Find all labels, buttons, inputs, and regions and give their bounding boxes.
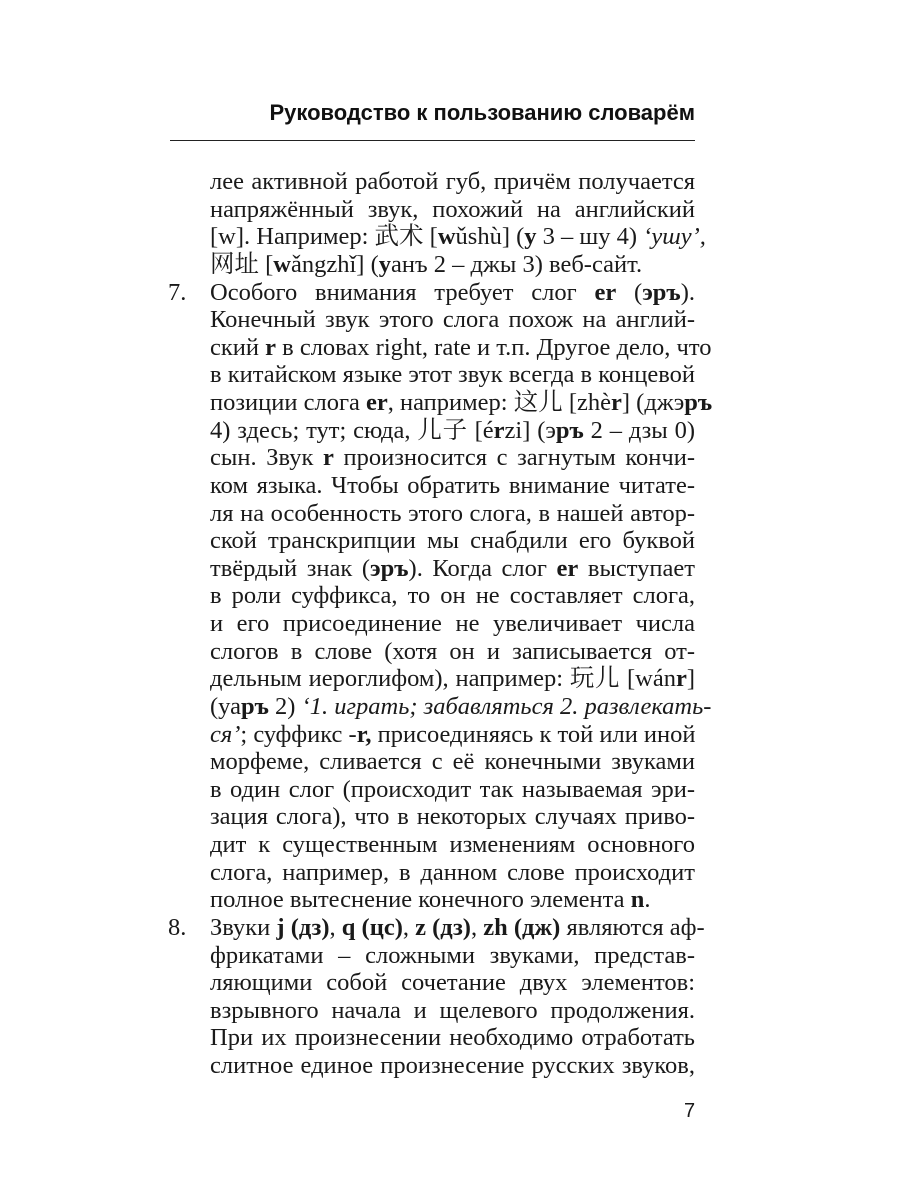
text-line: ком языка. Чтобы обратить внимание читате-: [210, 471, 695, 499]
text-line: ский r в словах right, rate и т.п. Другое дело, что: [210, 333, 712, 361]
text-line: 网址 [wǎngzhǐ] (уанъ 2 – джы 3) веб-сайт.: [210, 250, 643, 278]
text-line: дит к существенным изменениям основного: [210, 831, 695, 858]
text-line: морфеме, сливается с её конечными звуками: [210, 748, 695, 776]
text-line: Особого внимания требует слог er (эръ).: [210, 278, 695, 306]
text-line: дельным иероглифом), например: 玩儿 [wánr]: [210, 665, 695, 693]
text-line: напряжённый звук, похожий на английский: [210, 195, 695, 223]
header-rule: [170, 140, 695, 141]
text-line: ской транскрипции мы снабдили его буквой: [210, 527, 695, 555]
text-line: взрывного начала и щелевого продолжения.: [210, 996, 695, 1024]
text-line: Звуки j (дз), q (цс), z (дз), zh (дж) являются аф-: [210, 913, 705, 941]
text-line: в один слог (происходит так называемая эри-: [210, 775, 695, 803]
text-line: ся’; суффикс -r, присоединяясь к той или иной: [210, 720, 696, 748]
text-line: позиции слога er, например: 这儿 [zhèr] (джэръ: [210, 389, 713, 416]
text-line: При их произнесении необходимо отработать: [210, 1024, 695, 1052]
page-number: 7: [684, 1100, 696, 1122]
text-line: фрикатами – сложными звуками, представ-: [210, 941, 695, 969]
text-line: сын. Звук r произносится с загнутым кончи-: [210, 444, 695, 472]
text-line: и его присоединение не увеличивает числа: [210, 610, 695, 637]
text-line: ляющими собой сочетание двух элементов:: [210, 969, 695, 997]
text-line: лее активной работой губ, причём получается: [210, 168, 695, 195]
item-number-8: 8.: [168, 913, 187, 941]
item-number-7: 7.: [168, 278, 187, 306]
text-line: в роли суффикса, то он не составляет слога,: [210, 582, 695, 610]
text-line: (уаръ 2) ‘1. играть; забавляться 2. развлекать-: [210, 692, 712, 720]
text-line: ля на особенность этого слога, в нашей автор-: [210, 499, 695, 527]
text-line: слогов в слове (хотя он и записывается от-: [210, 637, 695, 665]
text-line: зация слога), что в некоторых случаях приво-: [210, 803, 695, 831]
running-header: Руководство к пользованию словарём: [269, 100, 695, 125]
text-line: полное вытеснение конечного элемента n.: [210, 886, 651, 914]
text-line: слога, например, в данном слове происходит: [210, 858, 695, 886]
text-line: Конечный звук этого слога похож на англий-: [210, 306, 695, 334]
text-line: в китайском языке этот звук всегда в концевой: [210, 361, 695, 389]
text-line: 4) здесь; тут; сюда, 儿子 [érzi] (эръ 2 – дзы 0): [210, 416, 696, 444]
text-line: слитное единое произнесение русских звуков,: [210, 1052, 695, 1079]
text-line: твёрдый знак (эръ). Когда слог er выступает: [210, 554, 695, 582]
text-line: [w]. Например: 武术 [wǔshù] (у 3 – шу 4) ‘ушу’,: [210, 223, 706, 251]
